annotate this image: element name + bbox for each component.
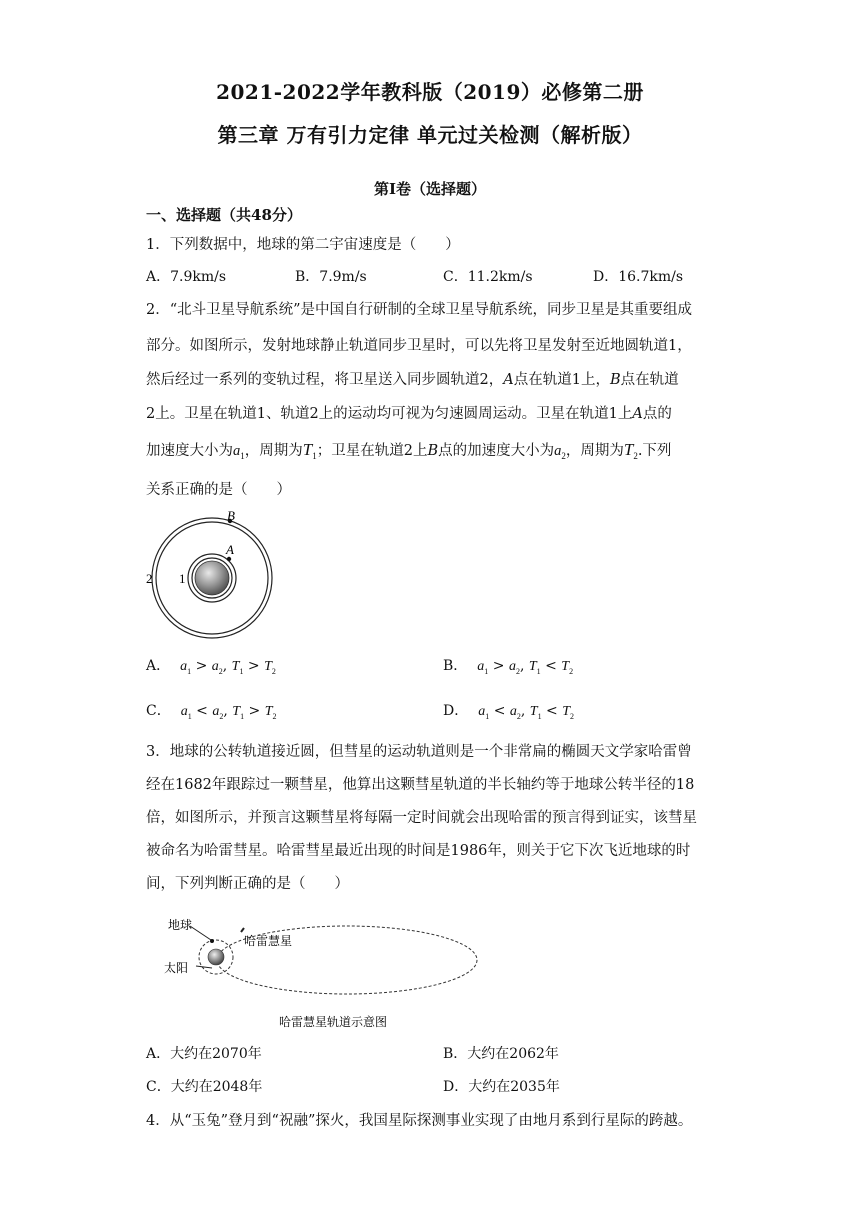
q3-line-3: 倍，如图所示，并预言这颗彗星将每隔一定时间就会出现哈雷的预言得到证实，该彗星 bbox=[146, 810, 697, 826]
point-a-dot bbox=[227, 557, 231, 561]
earth-leader-line bbox=[190, 926, 211, 940]
q1-option-c: C．11.2km/s bbox=[443, 269, 533, 285]
q2-line-6: 关系正确的是（ ） bbox=[146, 482, 291, 498]
orbit-diagram bbox=[140, 506, 310, 641]
q3-option-a: A．大约在2070年 bbox=[146, 1046, 262, 1062]
q3-line-4: 被命名为哈雷彗星。哈雷彗星最近出现的时间是1986年，则关于它下次飞近地球的时 bbox=[146, 843, 691, 859]
q3-line-5: 间，下列判断正确的是（ ） bbox=[146, 876, 349, 892]
q1-option-a: A．7.9km/s bbox=[146, 269, 227, 285]
q2-option-d: D． $a_1 < a_2$, $T_1 < T_2$ bbox=[443, 703, 575, 721]
comet-mark bbox=[241, 928, 244, 932]
comet-orbit-diagram bbox=[160, 908, 490, 1033]
q3-line-2: 经在1682年跟踪过一颗彗星，他算出这颗彗星轨道的半长轴约等于地球公转半径的18 bbox=[146, 777, 695, 793]
diagram-caption: 哈雷慧星轨道示意图 bbox=[279, 1015, 388, 1029]
orbit-1-label: 1 bbox=[179, 571, 186, 586]
q2-option-c: C． $a_1 < a_2$, $T_1 > T_2$ bbox=[146, 703, 277, 721]
q3-option-d: D．大约在2035年 bbox=[443, 1079, 560, 1095]
sun-label: 太阳 bbox=[164, 961, 189, 975]
sun-sphere bbox=[208, 949, 224, 965]
q2-line-3: 然后经过一系列的变轨过程，将卫星送入同步圆轨道2，A点在轨道1上，B点在轨道 bbox=[146, 372, 679, 388]
orbit-2-label: 2 bbox=[146, 571, 153, 586]
q2-option-b: B． $a_1 > a_2$, $T_1 < T_2$ bbox=[443, 658, 574, 676]
section-title: 一、选择题（共48分） bbox=[146, 206, 302, 224]
q1-option-d: D．16.7km/s bbox=[593, 269, 684, 285]
q3-option-c: C．大约在2048年 bbox=[146, 1079, 263, 1095]
volume-title: 第Ⅰ卷（选择题） bbox=[373, 180, 487, 198]
q2-line-5: 加速度大小为$a_1$，周期为$T_1$；卫星在轨道2上B点的加速度大小为$a_2$，周期为$T_2$.下列 bbox=[146, 440, 672, 461]
earth-label: 地球 bbox=[168, 918, 193, 932]
document-title-line2: 第三章 万有引力定律 单元过关检测（解析版） bbox=[217, 123, 643, 147]
document-title-line1: 2021-2022学年教科版（2019）必修第二册 bbox=[216, 80, 644, 104]
point-a-label: A bbox=[226, 542, 234, 557]
sun-leader-line bbox=[196, 966, 212, 968]
q1-option-b: B．7.9m/s bbox=[295, 269, 367, 285]
q1-stem: 1．下列数据中，地球的第二宇宙速度是（ ） bbox=[146, 237, 460, 253]
q3-option-b: B．大约在2062年 bbox=[443, 1046, 559, 1062]
q2-line-1: 2．“北斗卫星导航系统”是中国自行研制的全球卫星导航系统，同步卫星是其重要组成 bbox=[146, 302, 693, 318]
earth-sphere bbox=[195, 561, 229, 595]
q3-line-1: 3．地球的公转轨道接近圆，但彗星的运动轨道则是一个非常扁的椭圆天文学家哈雷曾 bbox=[146, 744, 692, 760]
q4-stem: 4．从“玉兔”登月到“祝融”探火，我国星际探测事业实现了由地月系到行星际的跨越。 bbox=[146, 1113, 693, 1129]
q2-line-2: 部分。如图所示，发射地球静止轨道同步卫星时，可以先将卫星发射至近地圆轨道1， bbox=[146, 338, 692, 354]
comet-label: 哈雷慧星 bbox=[244, 934, 293, 948]
q2-line-4: 2上。卫星在轨道1、轨道2上的运动均可视为匀速圆周运动。卫星在轨道1上A点的 bbox=[146, 406, 672, 422]
point-b-label: B bbox=[227, 508, 235, 523]
q2-option-a: A． $a_1 > a_2$, $T_1 > T_2$ bbox=[146, 658, 276, 676]
